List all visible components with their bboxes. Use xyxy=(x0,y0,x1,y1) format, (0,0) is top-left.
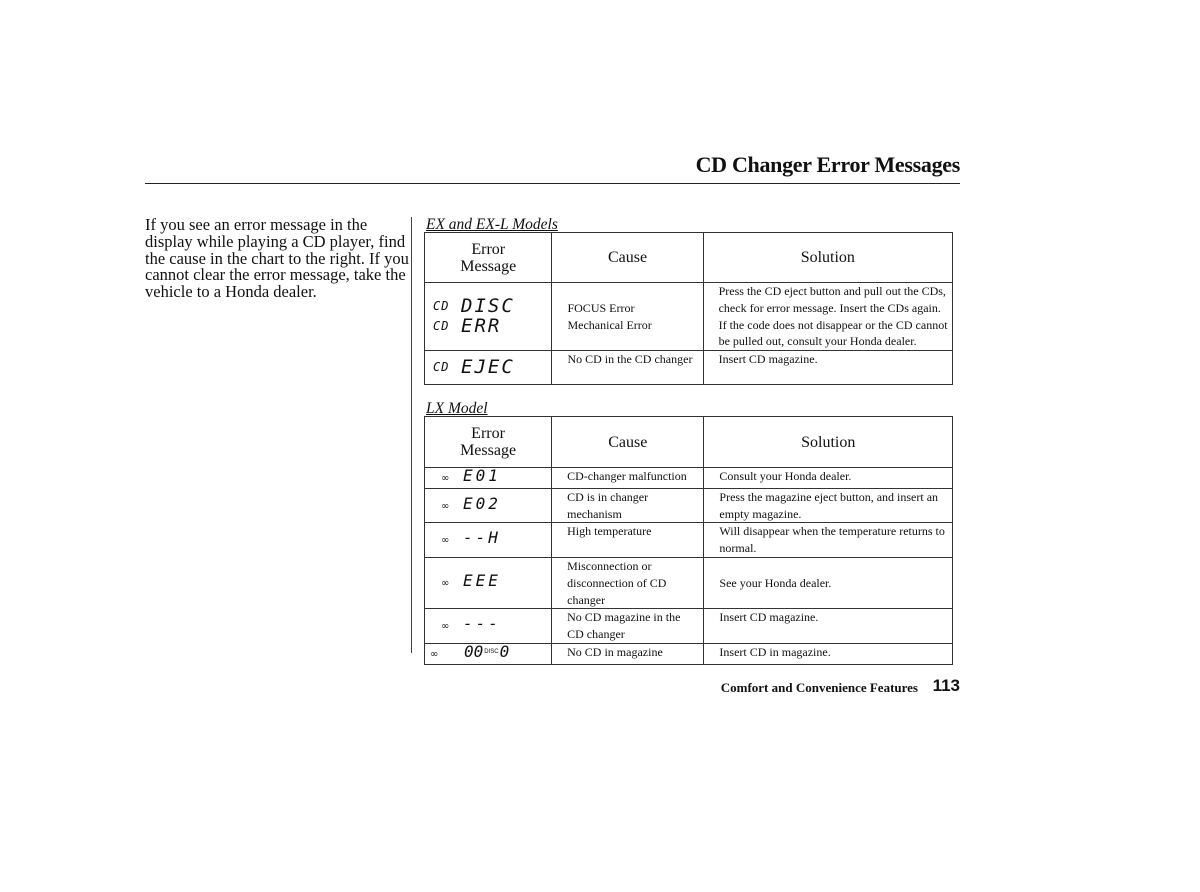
lcd-cd-label: CD xyxy=(433,360,450,375)
table-header-row xyxy=(425,233,953,283)
lcd-display-cell xyxy=(425,643,552,664)
header-cause: Cause xyxy=(552,417,704,468)
header-error-message: Error Message xyxy=(425,233,552,283)
lcd-code: 00 xyxy=(464,641,484,661)
cd-icon: ∞ xyxy=(441,473,450,484)
lcd-code: --- xyxy=(463,614,501,634)
header-solution: Solution xyxy=(703,233,952,283)
lcd-code: E02 xyxy=(463,493,501,513)
table-row xyxy=(425,557,953,608)
footer-section-name: Comfort and Convenience Features xyxy=(720,680,918,695)
lcd-err-display xyxy=(425,317,551,337)
table-row xyxy=(425,283,953,351)
page-number: 113 xyxy=(932,676,960,695)
header-solution: Solution xyxy=(704,417,953,468)
cause-line: FOCUS Error xyxy=(567,300,635,315)
table-row xyxy=(425,488,953,523)
lx-table-caption: LX Model xyxy=(426,400,488,417)
lcd-display-cell xyxy=(425,283,552,351)
table-row xyxy=(425,468,953,489)
lcd-display-cell xyxy=(425,488,552,523)
lcd-code: ERR xyxy=(461,315,502,338)
cd-icon: ∞ xyxy=(441,500,450,512)
disc-label: DISC xyxy=(484,648,499,655)
lcd-disc-display xyxy=(425,297,551,317)
solution-cell: Insert CD magazine. xyxy=(703,351,952,385)
cause-cell xyxy=(552,283,703,351)
lcd-code: EJEC xyxy=(461,356,515,379)
table-row xyxy=(425,609,953,644)
ex-table-caption: EX and EX-L Models xyxy=(426,216,558,233)
intro-paragraph: If you see an error message in the display while playing a CD player, find the cause in the chart to the right. If you cannot clear the error message, take the vehicle to a Honda dealer. xyxy=(145,215,409,302)
lcd-ejec-display xyxy=(425,358,551,378)
lcd-display-cell xyxy=(425,557,552,608)
header-cause: Cause xyxy=(552,233,703,283)
lcd-code: EEE xyxy=(463,571,501,591)
cause-cell: CD is in changer mechanism xyxy=(552,488,704,523)
lcd-cd-label: CD xyxy=(433,299,450,314)
solution-cell: Insert CD magazine. xyxy=(704,609,953,644)
lcd-display-cell xyxy=(425,351,552,385)
cause-cell: Misconnection or disconnection of CD changer xyxy=(552,557,704,608)
page-title: CD Changer Error Messages xyxy=(695,152,960,177)
cause-cell: No CD in the CD changer xyxy=(552,351,703,385)
lx-error-table xyxy=(424,416,953,665)
lcd-display-cell xyxy=(425,523,552,558)
column-divider xyxy=(411,217,412,653)
cause-cell: No CD magazine in the CD changer xyxy=(552,609,704,644)
ex-error-table xyxy=(424,232,953,385)
solution-cell: Press the magazine eject button, and insert an empty magazine. xyxy=(704,488,953,523)
cd-icon: ∞ xyxy=(441,621,450,633)
cd-icon: ∞ xyxy=(430,648,439,660)
cause-cell: High temperature xyxy=(552,523,704,558)
solution-cell: See your Honda dealer. xyxy=(704,557,953,608)
cause-cell: No CD in magazine xyxy=(552,643,704,664)
cd-icon: ∞ xyxy=(441,535,450,547)
solution-cell: Insert CD in magazine. xyxy=(704,643,953,664)
solution-cell: Press the CD eject button and pull out the CDs, check for error message. Insert the CDs again. If the code does not disappear or the CD cannot be pulled out, consult your Honda dealer. xyxy=(703,283,952,351)
lcd-code: DISC xyxy=(461,295,515,318)
title-divider xyxy=(145,183,960,184)
lcd-display-cell xyxy=(425,609,552,644)
table-row xyxy=(425,351,953,385)
table-row xyxy=(425,643,953,664)
lcd-code: E01 xyxy=(463,466,501,485)
lcd-cd-label: CD xyxy=(433,319,450,334)
lcd-display-cell xyxy=(425,468,552,489)
header-error-message: Error Message xyxy=(425,417,552,468)
table-row xyxy=(425,523,953,558)
lcd-disc-number: 0 xyxy=(499,641,513,661)
solution-cell: Consult your Honda dealer. xyxy=(704,468,953,489)
cause-cell: CD-changer malfunction xyxy=(552,468,704,489)
solution-cell: Will disappear when the temperature returns to normal. xyxy=(704,523,953,558)
cd-icon: ∞ xyxy=(441,578,450,590)
cause-line: Mechanical Error xyxy=(567,317,652,332)
table-header-row xyxy=(425,417,953,468)
lcd-code: --H xyxy=(463,528,501,548)
